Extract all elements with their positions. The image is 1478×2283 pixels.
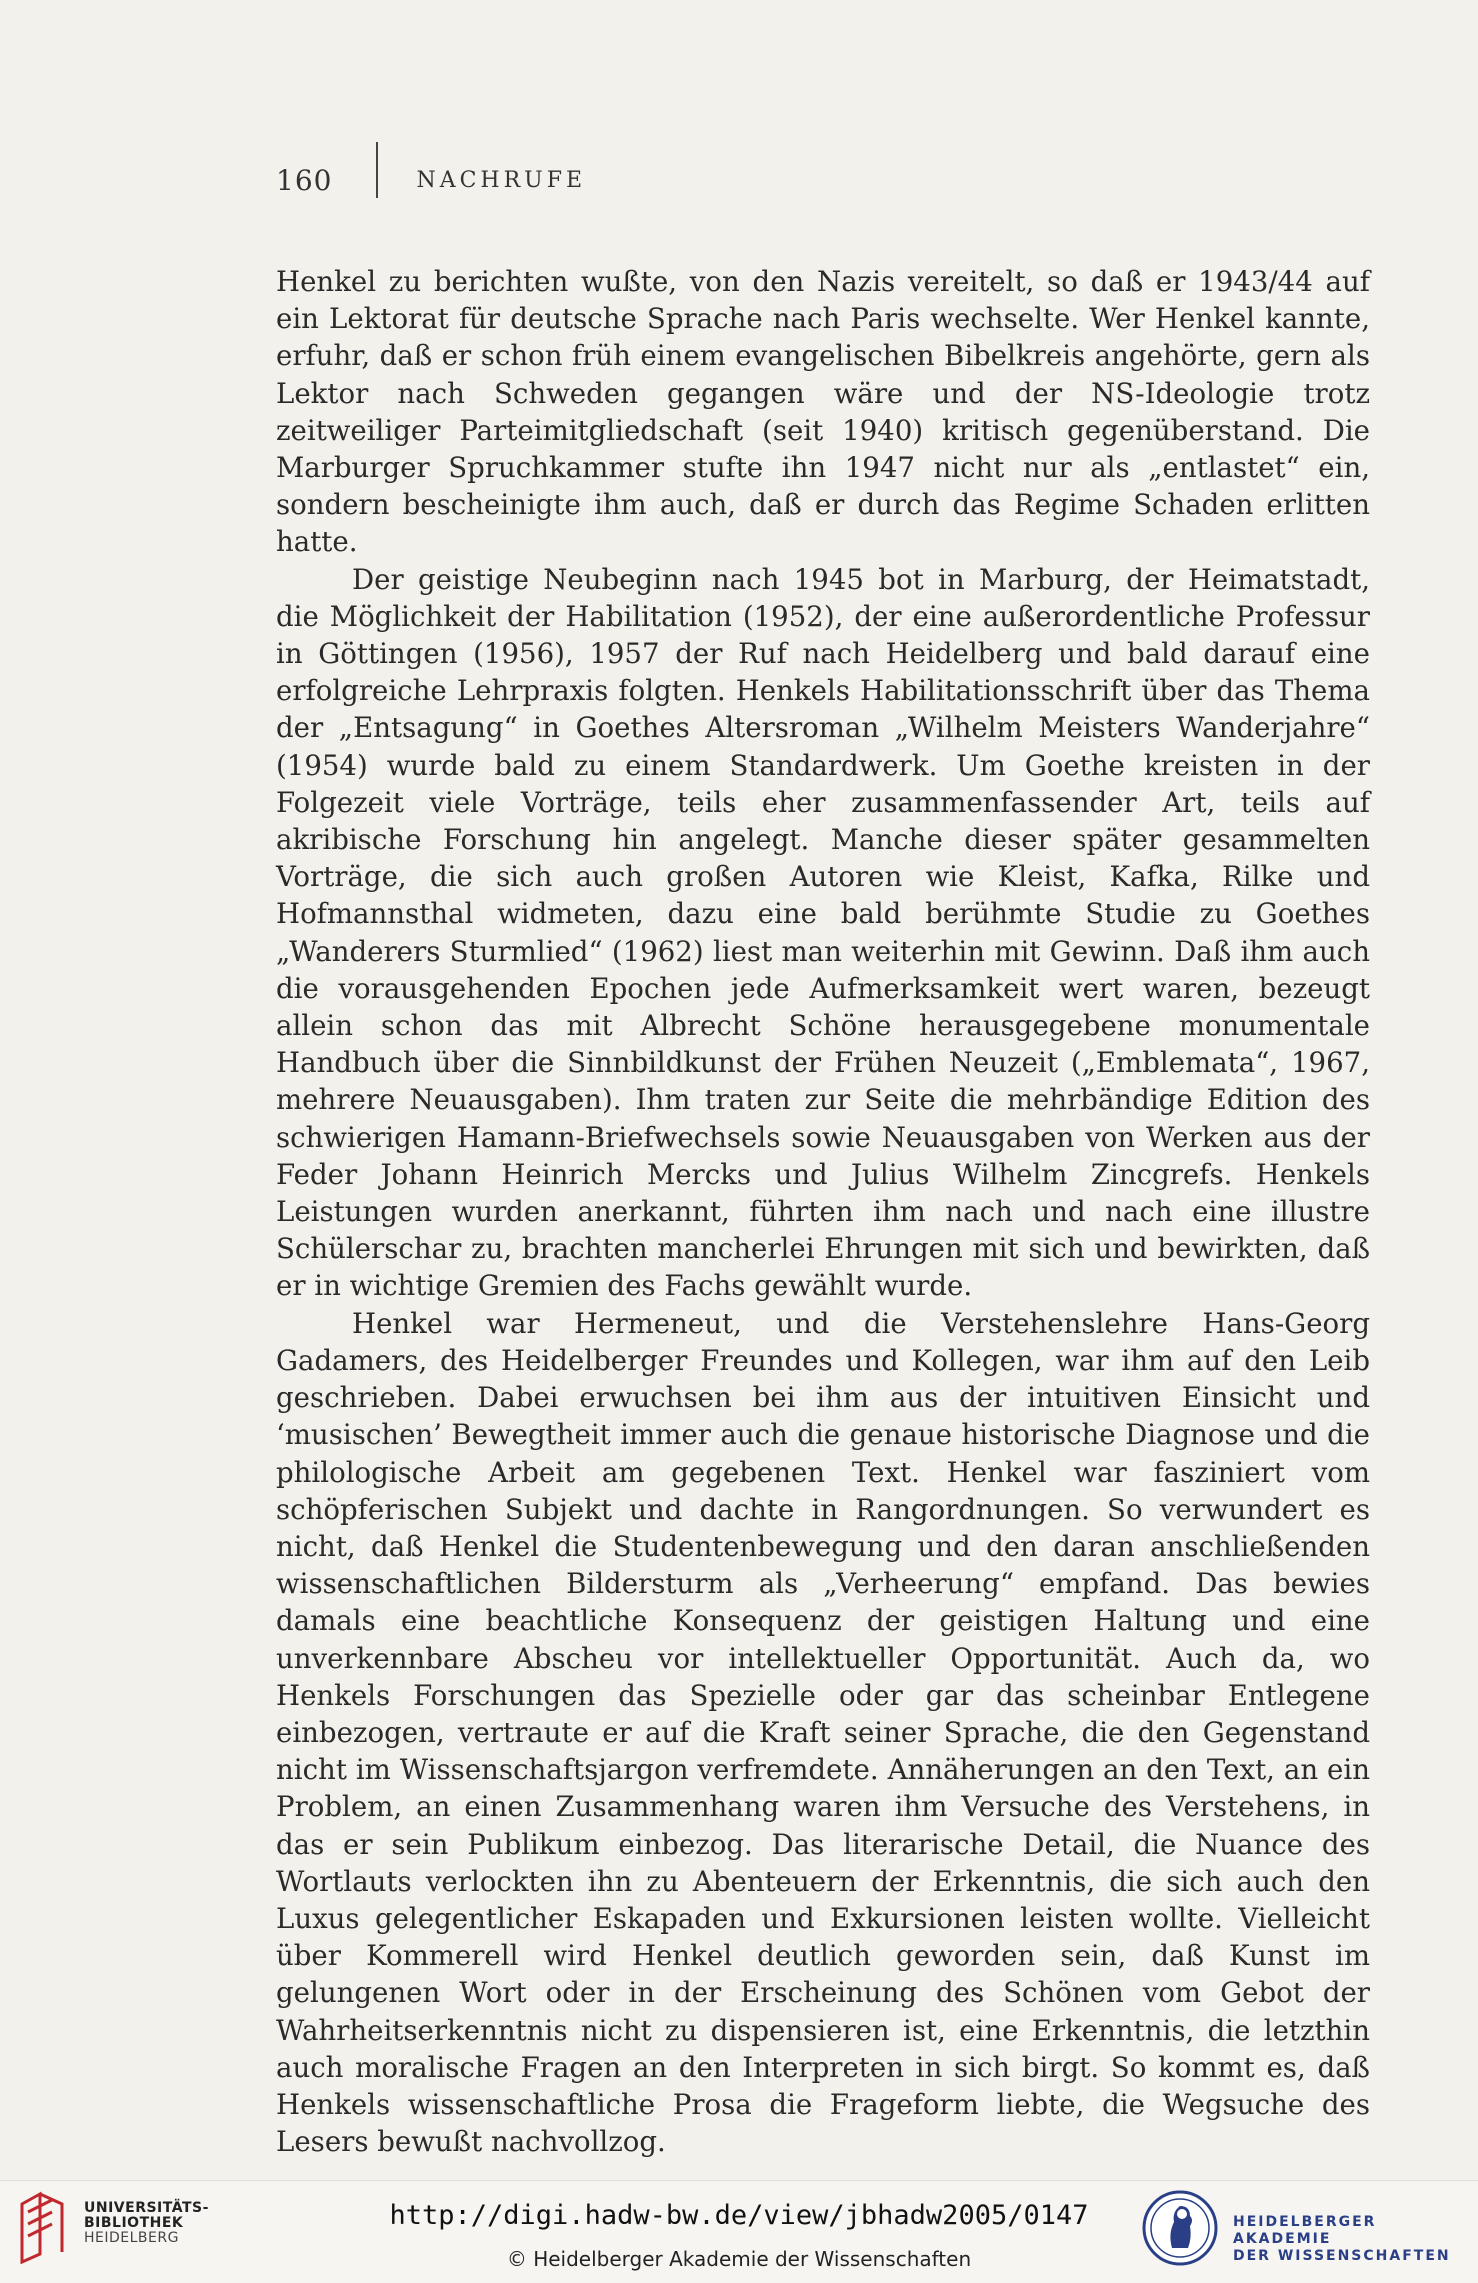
paragraph-3: Henkel war Hermeneut, und die Verstehenslehre Hans-Georg Gadamers, des Heidelberger Freundes und Kollegen, war ihm auf den Leib geschrieben. Dabei erwuchsen bei ihm aus der intuitiven Einsicht und ‘musischen’ Bewegtheit immer auch die genaue historische Diagnose und die philologische Arbeit am gegebenen Text. Henkel war fasziniert vom schöpferischen Subjekt und dachte in Rangordnungen. So verwundert es nicht, daß Henkel die Studentenbewegung und den daran anschließenden wissenschaftlichen Bildersturm als „Verheerung“ empfand. Das bewies damals eine beachtliche Konsequenz der geistigen Haltung und eine unverkennbare Abscheu vor intellektueller Opportunität. Auch da, wo Henkels Forschungen das Spezielle oder gar das scheinbar Entlegene einbezogen, vertraute er auf die Kraft seiner Sprache, die den Gegenstand nicht im Wissenschaftsjargon verfremdete. Annäherungen an den Text, an ein Problem, an einen Zusammenhang waren ihm Versuche des Verstehens, in das er sein Publikum einbezog. Das literarische Detail, die Nuance des Wortlauts verlockten ihn zu Abenteuern der Erkenntnis, die sich auch den Luxus gelegentlicher Eskapaden und Exkursionen leisten wollte. Vielleicht über Kommerell wird Henkel deutlich geworden sein, daß Kunst im gelungenen Wort oder in der Erscheinung des Schönen vom Gebot der Wahrheitserkenntnis nicht zu dispensieren ist, eine Erkenntnis, die letzthin auch moralische Fragen an den Interpreten in sich birgt. So kommt es, daß Henkels wissenschaftliche Prosa die Frageform liebte, die Wegsuche des Lesers bewußt nachvollzog. [276, 1306, 1370, 2159]
paragraph-1: Henkel zu berichten wußte, von den Nazis vereitelt, so daß er 1943/44 auf ein Lektorat für deutsche Sprache nach Paris wechselte. Wer Henkel kannte, erfuhr, daß er schon früh einem evangelischen Bibelkreis angehörte, gern als Lektor nach Schweden gegangen wäre und der NS-Ideologie trotz zeitweiliger Parteimitgliedschaft (seit 1940) kritisch gegenüberstand. Die Marburger Spruchkammer stufte ihn 1947 nicht nur als „entlastet“ ein, sondern bescheinigte ihm auch, daß er durch das Regime Schaden erlitten hatte. [276, 265, 1370, 559]
library-name-line-1: UNIVERSITÄTS- [84, 2200, 209, 2216]
library-city: HEIDELBERG [84, 2230, 179, 2246]
header-divider [376, 142, 378, 198]
academy-name [1233, 2214, 1478, 2265]
permalink-url[interactable]: http://digi.hadw-bw.de/view/jbhadw2005/0147 [389, 2200, 1089, 2231]
academy-name-line-1: HEIDELBERGER AKADEMIE [1233, 2214, 1377, 2247]
paragraph-2: Der geistige Neubeginn nach 1945 bot in Marburg, der Heimatstadt, die Möglichkeit der Habilitation (1952), der eine außerordentliche Professur in Göttingen (1956), 1957 der Ruf nach Heidelberg und bald darauf eine erfolgreiche Lehrpraxis folgten. Henkels Habilitationsschrift über das Thema der „Entsagung“ in Goethes Altersroman „Wilhelm Meisters Wanderjahre“ (1954) wurde bald zu einem Standardwerk. Um Goethe kreisten in der Folgezeit viele Vorträge, teils eher zusammenfassender Art, teils auf akribische Forschung hin angelegt. Manche dieser später gesammelten Vorträge, die sich auch großen Autoren wie Kleist, Kafka, Rilke und Hofmannsthal widmeten, dazu eine bald berühmte Studie zu Goethes „Wanderers Sturmlied“ (1962) liest man weiterhin mit Gewinn. Daß ihm auch die vorausgehenden Epochen jede Aufmerksamkeit wert waren, bezeugt allein schon das mit Albrecht Schöne herausgegebene monumentale Handbuch über die Sinnbildkunst der Frühen Neuzeit („Emblemata“, 1967, mehrere Neuausgaben). Ihm traten zur Seite die mehrbändige Edition des schwierigen Hamann-Briefwechsels sowie Neuausgaben von Werken aus der Feder Johann Heinrich Mercks und Julius Wilhelm Zincgrefs. Henkels Leistungen wurden anerkannt, führten ihm nach und nach eine illustre Schülerschar zu, brachten mancherlei Ehrungen mit sich und bewirkten, daß er in wichtige Gremien des Fachs gewählt wurde. [276, 562, 1370, 1303]
library-name-line-2: BIBLIOTHEK [84, 2215, 184, 2231]
page-number: 160 [276, 163, 333, 197]
page-header [276, 160, 586, 200]
body-text [276, 263, 1370, 2160]
running-head: NACHRUFE [416, 167, 587, 193]
academy-name-line-2: DER WISSENSCHAFTEN [1233, 2248, 1451, 2264]
copyright-notice: © Heidelberger Akademie der Wissenschaften [506, 2247, 972, 2271]
academy-seal-icon [1142, 2186, 1218, 2270]
